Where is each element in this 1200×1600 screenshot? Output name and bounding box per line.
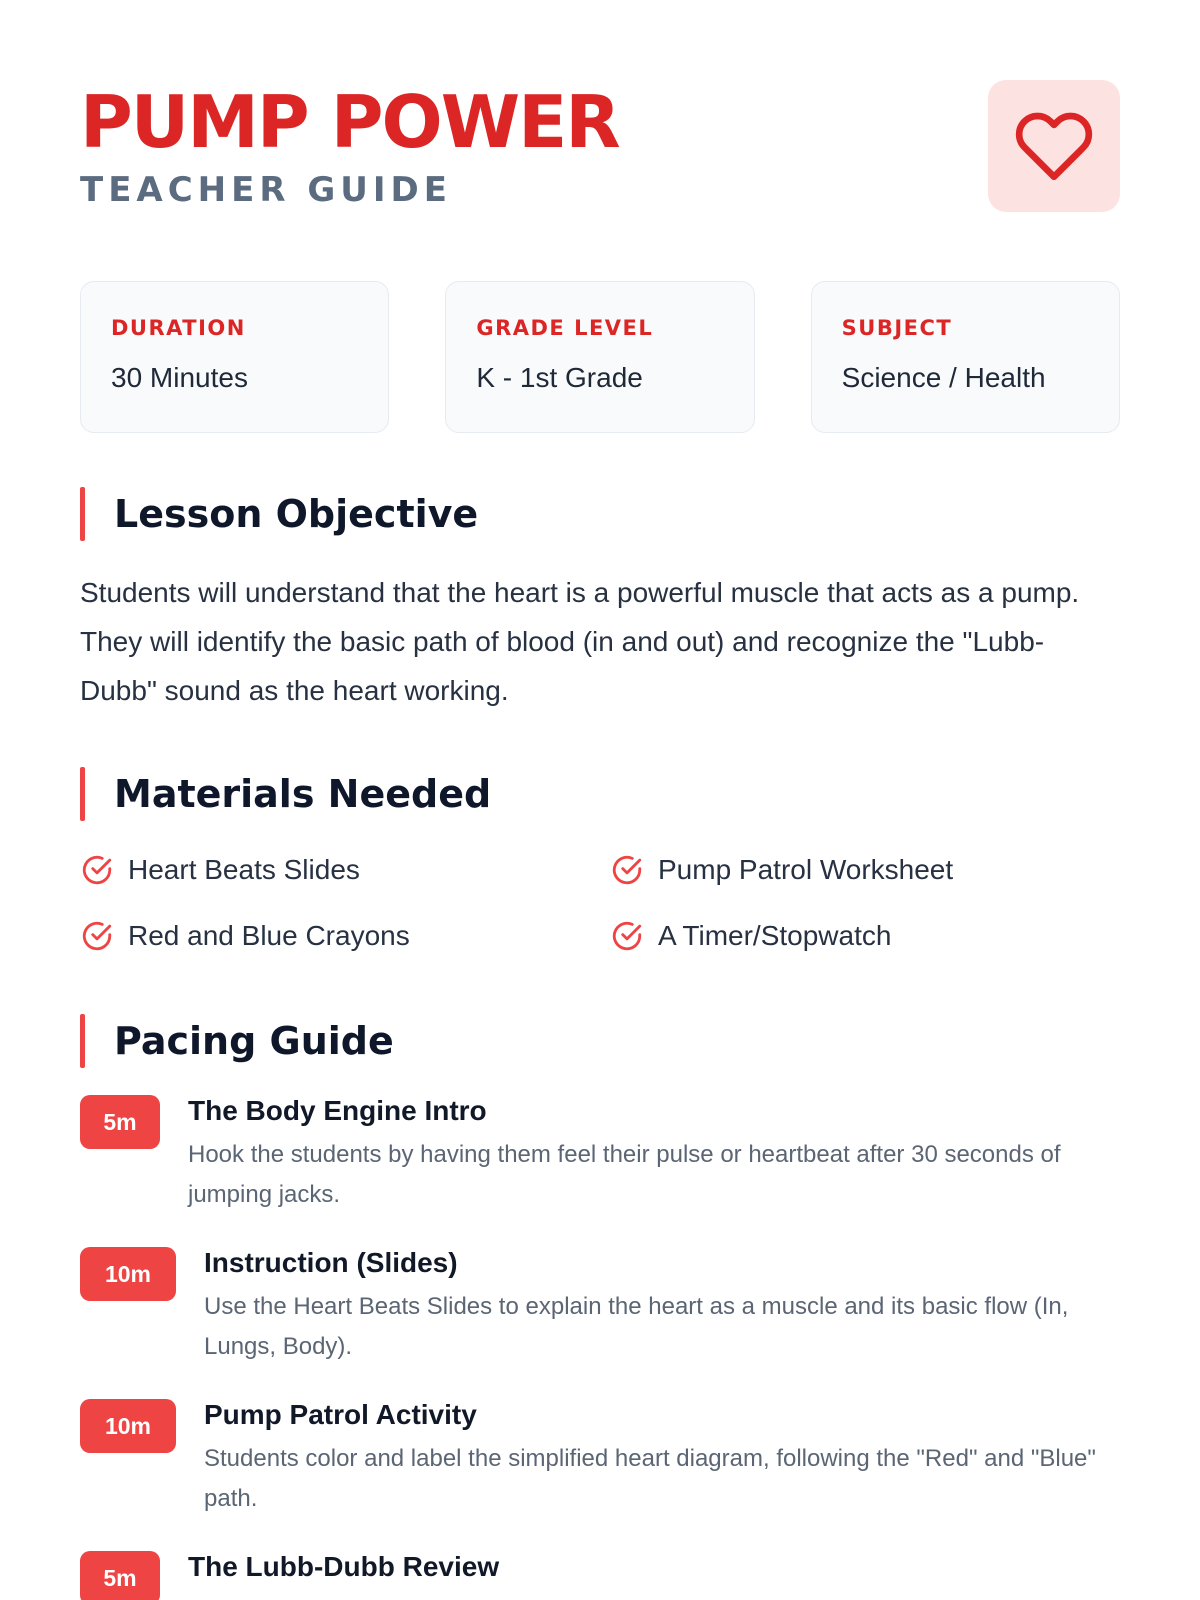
section-heading [80, 1014, 1120, 1068]
page-subtitle: TEACHER GUIDE [80, 170, 452, 210]
materials-list [80, 852, 1120, 954]
pacing-item-title: The Body Engine Intro [188, 1095, 487, 1126]
pacing-item [80, 1549, 1120, 1600]
pacing-list [80, 1093, 1120, 1600]
section-accent-bar [80, 1014, 85, 1068]
section-heading-text: Lesson Objective [114, 492, 479, 536]
check-circle-icon [610, 919, 644, 953]
check-circle-icon [610, 853, 644, 887]
info-card-label: GRADE LEVEL [476, 316, 654, 340]
pacing-item-title: Pump Patrol Activity [204, 1399, 477, 1430]
time-badge: 5m [80, 1095, 160, 1149]
material-label: Red and Blue Crayons [128, 920, 410, 951]
pacing-item-title: The Lubb-Dubb Review [188, 1551, 500, 1582]
info-card-value: 30 Minutes [111, 362, 248, 393]
list-item [610, 918, 1120, 954]
list-item [610, 852, 1120, 888]
info-card-label: SUBJECT [841, 316, 953, 340]
info-card-label: DURATION [111, 316, 246, 340]
material-label: A Timer/Stopwatch [658, 920, 892, 951]
section-heading [80, 487, 1120, 541]
pacing-item-description: Use the Heart Beats Slides to explain the heart as a muscle and its basic flow (In, Lungs, Body). [204, 1293, 1069, 1360]
check-circle-icon [80, 853, 114, 887]
info-card-duration [80, 281, 389, 433]
time-badge: 5m [80, 1551, 160, 1600]
material-label: Heart Beats Slides [128, 854, 360, 885]
heart-icon [1014, 106, 1094, 186]
section-heading [80, 767, 1120, 821]
page-title: PUMP POWER [80, 80, 619, 164]
pacing-item [80, 1397, 1120, 1519]
header [80, 80, 1120, 220]
section-accent-bar [80, 767, 85, 821]
section-materials-needed [80, 767, 1120, 821]
material-label: Pump Patrol Worksheet [658, 854, 954, 885]
pacing-item [80, 1245, 1120, 1367]
check-circle-icon [80, 919, 114, 953]
pacing-item [80, 1093, 1120, 1215]
info-card-value: K - 1st Grade [476, 362, 643, 393]
info-card-subject [811, 281, 1120, 433]
section-heading-text: Materials Needed [114, 772, 492, 816]
objective-text: Students will understand that the heart is a powerful muscle that acts as a pump. They will identify the basic path of blood (in and out) and recognize the "Lubb-Dubb" sound as the heart working. [80, 577, 1080, 706]
pacing-item-description: Students color and label the simplified heart diagram, following the "Red" and "Blue" path. [204, 1445, 1096, 1512]
list-item [80, 918, 610, 954]
pacing-item-title: Instruction (Slides) [204, 1247, 458, 1278]
heart-badge [988, 80, 1120, 212]
time-badge: 10m [80, 1399, 176, 1453]
section-heading-text: Pacing Guide [114, 1019, 394, 1063]
time-badge: 10m [80, 1247, 176, 1301]
section-pacing-guide [80, 1014, 1120, 1068]
info-card-value: Science / Health [841, 362, 1046, 393]
info-card-grade-level [445, 281, 754, 433]
pacing-item-description: Hook the students by having them feel their pulse or heartbeat after 30 seconds of jumping jacks. [188, 1141, 1061, 1208]
list-item [80, 852, 610, 888]
section-accent-bar [80, 487, 85, 541]
section-lesson-objective [80, 487, 1120, 541]
info-cards [80, 281, 1120, 433]
